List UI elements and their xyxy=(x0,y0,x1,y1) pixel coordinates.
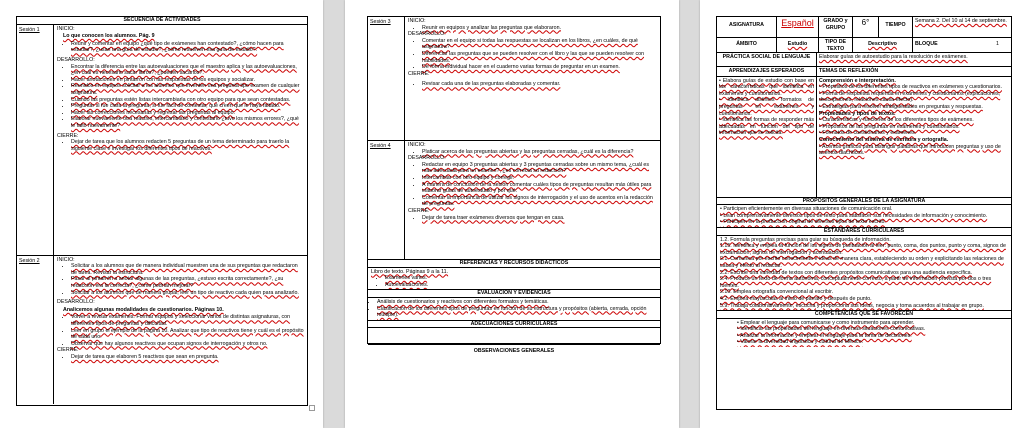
propositos-row xyxy=(717,205,1011,228)
list-item: • Elabora guías de estudio con base en las características que identifica en exámenes y cuestionarios. xyxy=(719,77,814,97)
cierre-list xyxy=(57,139,304,152)
list-item: • Elaborar nuevamente otra reactivo, intercambiarlo y contestarlo ¿tuvo los mismos errores?, ¿qué le faltó nuevamente? xyxy=(71,116,304,129)
references-header: REFERENCIAS Y RECURSOS DIDÁCTICOS xyxy=(368,260,660,268)
list-item: • Leer en grupo el ejemplo de la página 10. Analizar que tipo de reactivos tiene y cuál es el propósito de cada uno. xyxy=(71,328,304,341)
session-4-label: Sesión 4 xyxy=(370,143,391,149)
list-item: • Participen eficientemente en diversas situaciones de comunicación oral. xyxy=(720,206,893,213)
activities-header: SECUENCIA DE ACTIVIDADES xyxy=(17,17,307,25)
list-item: • Valorar la diversidad lingüística y cultural de México. xyxy=(737,339,863,346)
bloque-cell xyxy=(913,38,1011,52)
inicio-list xyxy=(57,263,304,296)
list-item: • Volver a revisar exámenes. Formar equipos y seleccionar varios de distintas asignaturas, con diferentes tipos de preguntas y dificultad. xyxy=(71,314,304,327)
inicio-title: INICIO: xyxy=(408,142,426,148)
list-item: • Dejar de tarea que los alumnos redacten 5 preguntas de un tema determinado para traerlo la siguiente clase e investigar los diferentes tipos de reactivos. xyxy=(71,139,304,152)
list-item: • Características y funciones de los diferentes tipos de exámenes. xyxy=(819,117,974,124)
session-3-content xyxy=(404,17,660,141)
list-item: • Formatos de cuestionarios y exámenes. xyxy=(819,130,917,137)
tipo-texto-label: TIPO DE TEXTO xyxy=(819,38,853,52)
list-item: • Hacer las correcciones necesarias y regresar las preguntas al equipo. xyxy=(71,110,304,117)
aprendizajes-row xyxy=(717,77,1011,198)
list-item: • Forma de respuesta requerida en exámenes y cuestionarios (explicaciones, descripciones, relaciones causa-efecto). xyxy=(819,90,1001,104)
ambito-label: ÁMBITO xyxy=(717,38,777,52)
list-item: • Reunir y comentar en equipo ¿qué tipo de exámenes han contestado?, ¿cómo hacen para estudiar?, ¿usan una guía de estudio?, ¿cómo resuelven esa guía de estudio?. xyxy=(71,41,304,54)
references-text: Libro de texto. Páginas 9 a la 11. xyxy=(371,268,449,275)
list-item: • A manera de conclusión de la sesión comentar cuáles tipos de preguntas resultan más útiles para elaborar guías de autoestudio y por qué. xyxy=(422,182,657,195)
cierre-list xyxy=(57,354,304,361)
temas-heading-3: Conocimiento del sistema de escritura y ortografía. xyxy=(819,136,949,143)
inicio-title: INICIO: xyxy=(57,25,75,32)
document-page-2 xyxy=(345,0,679,428)
document-page-3 xyxy=(700,0,1024,428)
list-item: • Identifica distintos formatos de preguntas en exámenes y cuestionarios. xyxy=(719,97,814,117)
header-grid-row-1 xyxy=(717,17,1011,38)
list-item: • Revisar cada una de las preguntas elaboradas y comentar. xyxy=(422,81,657,88)
temas-heading-1: Comprensión e interpretación. xyxy=(819,77,896,84)
list-item: • De forma individual hacer en el cuaderno varias formas de preguntar en un examen. xyxy=(422,64,657,71)
list-item: • Acentos gráficos para distinguir palabras que introducen preguntas y uso de acentos diacríticos. xyxy=(819,143,1001,157)
tiempo-label: TIEMPO xyxy=(879,17,913,37)
list-item: • Estrategias para resolver ambigüedades en preguntas y respuestas. xyxy=(819,103,983,110)
observaciones-header: OBSERVACIONES GENERALES xyxy=(473,348,555,355)
list-item: • Diferenciar las preguntas que se pueden resolver con el libro y las que se pueden resolver con habilidades. xyxy=(422,51,657,64)
list-item: • Dejar de tarea que elaboren 5 reactivos que sean en pregunta. xyxy=(71,354,304,361)
list-item: • Analizar la información y emplear el lenguaje para la toma de decisiones. xyxy=(737,332,912,339)
list-item: • Identificar las propiedades del lenguaje en diversas situaciones comunicativas. xyxy=(737,326,926,333)
practica-label: PRÁCTICA SOCIAL DE LENGUAJE xyxy=(717,53,817,66)
session-4-row xyxy=(368,141,660,260)
tipo-texto-value: Descriptivo xyxy=(853,38,913,52)
desarrollo-title: DESARROLLO: xyxy=(408,31,446,38)
list-item: • Intercambiar con otro equipo y corregir. xyxy=(422,175,657,182)
list-item: • Solicitar a los alumnos que de manera grupal, leer un tipo de reactivo cada quien para analizarlo. xyxy=(71,290,304,297)
desarrollo-list xyxy=(408,38,657,71)
competencias-row xyxy=(717,319,1011,347)
grado-label: GRADO y GRUPO xyxy=(819,17,853,37)
cierre-list xyxy=(408,81,657,88)
adecuaciones-row xyxy=(368,328,660,345)
inicio-title: INICIO: xyxy=(408,18,426,24)
inicio-list xyxy=(408,25,657,32)
references-list xyxy=(371,275,657,288)
desarrollo-title: DESARROLLO: xyxy=(57,299,95,306)
list-item: • Participen en la producción original de diversos tipos de texto escrito. xyxy=(720,219,886,226)
document-page-1 xyxy=(0,0,323,428)
list-item: 2.10. Emplea ortografía convencional al escribir. xyxy=(720,289,834,296)
list-item: • Solicitar a los alumnos que de manera individual muestren una de sus preguntas que redactaron de tarea. Revisar la estructura. xyxy=(71,263,304,276)
list-item: 4.2. Emplea mayúsculas al inicio de párrafo y después de punto. xyxy=(720,295,872,302)
list-item: 2.1. Comunica por escrito conocimiento e ideas de manera clara, estableciendo su orden y explicitando las relaciones de causa y efecto al redactar. xyxy=(720,256,1004,269)
practica-value: Elaborar guías de autoestudio para la resolución de exámenes. xyxy=(819,54,968,60)
list-item: 5.9. Trabaja colaborativamente, escucha y proporciona sus ideas, negocia y toma acuerdos al trabajar en grupo. xyxy=(720,302,984,309)
list-item: 2.4. Produce un texto de forma autónoma, conceptualmente correcto, a partir de información provista por dos o tres fuentes. xyxy=(720,276,992,289)
cierre-list xyxy=(408,215,657,222)
desarrollo-title: DESARROLLO: xyxy=(408,155,446,162)
estandares-header: ESTÁNDARES CURRICULARES xyxy=(717,228,1011,236)
list-item: • Lean comprensivamente diversos tipos de texto para satisfacer sus necesidades de información y conocimiento. xyxy=(720,212,988,219)
list-item: • Observar que hay algunos reactivos que ocupan signos de interrogación y otros no. xyxy=(71,341,304,348)
list-item: • Identifica las formas de responder más adecuadas en función del tipo de información que se solicita. xyxy=(719,117,814,137)
desarrollo-list xyxy=(57,64,304,130)
desarrollo-list xyxy=(408,162,657,208)
aprendizajes-content xyxy=(717,77,817,197)
desarrollo-title: DESARROLLO: xyxy=(57,56,95,63)
bloque-label: BLOQUE xyxy=(915,41,938,47)
evaluation-header: EVALUACIÓN Y EVIDENCIAS xyxy=(368,290,660,298)
activities-table-2 xyxy=(367,16,661,355)
list-item: 1.2. Formula preguntas precisas para guiar su búsqueda de información. xyxy=(720,236,891,243)
list-item: • Autoevaluaciones. xyxy=(385,282,657,289)
inicio-title: INICIO: xyxy=(57,256,75,263)
list-item: • Reunir en equipos y analizar las preguntas que elaboraron. xyxy=(422,25,657,32)
references-row xyxy=(368,268,660,291)
desarrollo-heading: Analicemos algunas modalidades de cuestionarios. Páginas 10. xyxy=(63,306,224,313)
header-grid-row-2 xyxy=(717,38,1011,53)
asignatura-label: ASIGNATURA xyxy=(717,17,777,37)
asignatura-value: Español xyxy=(777,17,819,37)
inicio-list xyxy=(57,41,304,54)
temas-header: TEMAS DE REFLEXIÓN xyxy=(819,68,879,74)
session-2-label: Sesión 2 xyxy=(19,257,40,264)
list-item: • Exámenes varios. xyxy=(385,275,657,282)
desarrollo-list xyxy=(57,314,304,347)
list-item: • Pasar al pintarrón a anotar algunas de las preguntas, ¿estuvo escrita correctamente?, ¿su redacción era la correcta?, ¿cómo podrían mejorar? xyxy=(71,276,304,289)
session-3-row xyxy=(368,17,660,141)
activities-table-1 xyxy=(16,16,308,406)
list-item: • Platicar acerca de las preguntas abiertas y las preguntas cerradas, ¿cuál es la diferencia? xyxy=(422,149,657,156)
list-item: • Análisis de cuestionarios y reactivos con diferentes formatos y temáticas. xyxy=(377,299,657,306)
list-item: • Cuando las preguntas estén listas intercambiarla con otro equipo para que sean contestadas. xyxy=(71,97,304,104)
list-item: • Emplear el lenguaje para comunicarse y como instrumento para aprender. xyxy=(737,319,915,326)
estandares-row xyxy=(717,236,1011,312)
list-item: 1.15. Identifica y emplea la función de los signos de puntuación al leer: punto, coma, dos puntos, punto y coma, signos de exclamación, signos de interrogación y acentuación. xyxy=(720,243,1006,256)
table-resize-handle[interactable] xyxy=(309,405,315,411)
cierre-title: CIERRE: xyxy=(408,70,430,77)
aprendizajes-header-row xyxy=(717,67,1011,77)
session-2-row xyxy=(17,256,307,404)
evaluation-list xyxy=(371,299,657,319)
list-item: • Propósitos de las preguntas en exámenes y cuestionarios. xyxy=(819,123,960,130)
inicio-heading: Lo que conocen los alumnos. Pág. 9 xyxy=(63,33,155,40)
session-1-row xyxy=(17,25,307,256)
adecuaciones-header: ADECUACIONES CURRICULARES xyxy=(368,321,660,329)
list-item: • Propósitos de los diferentes tipos de reactivos en exámenes y cuestionarios. xyxy=(819,84,1002,91)
evaluation-row xyxy=(368,298,660,321)
grado-value: 6° xyxy=(853,17,879,37)
list-item: • Hacer anotaciones en pintarrón con las respuestas de los equipos y socializar. xyxy=(71,77,304,84)
list-item: • Preguntar si fue clara la pregunta, si fue fácil de contestar, qué creen que le haya faltado. xyxy=(71,103,304,110)
competencias-header: COMPETENCIAS QUE SE FAVORECEN xyxy=(717,311,1011,319)
cierre-title: CIERRE: xyxy=(57,347,79,354)
session-2-content xyxy=(53,256,307,404)
temas-heading-2: Propiedades y tipos de textos. xyxy=(819,110,896,117)
list-item: • Encontrar la diferencia entre las autoevaluaciones que el maestro aplica y las autoevaluaciones, ¿en cuál es necesario sacar libros?, ¿pueden sacarlos?. xyxy=(71,64,304,77)
cierre-title: CIERRE: xyxy=(408,207,430,214)
list-item: • Comentar en el equipo si todas las respuestas se localizan en los libros, ¿en cuáles, de qué asignatura? xyxy=(422,38,657,51)
aprendizajes-header: APRENDIZAJES ESPERADOS xyxy=(717,67,817,76)
temas-content xyxy=(817,77,1011,197)
list-item: • Redactar en equipo 3 preguntas abiertas y 3 preguntas cerradas sobre un mismo tema, ¿cuál es más adecuada para un examen?, ¿es correcta su redacción? xyxy=(422,162,657,175)
session-3-label: Sesión 3 xyxy=(370,19,391,25)
list-item: • Clasificación de los diferentes tipos de preguntas en función de su estructura y propósitos (abierta, cerrada, opción múltiple). xyxy=(377,306,657,319)
bloque-value: 1 xyxy=(996,41,999,47)
session-4-content xyxy=(404,141,660,260)
planning-table xyxy=(716,16,1012,410)
ambito-value: Estudio xyxy=(777,38,819,52)
cierre-title: CIERRE: xyxy=(57,132,79,139)
list-item: 2.2. Escribe una variedad de textos con diferentes propósitos comunicativos para una audiencia específica. xyxy=(720,269,973,276)
propositos-header: PROPÓSITOS GENERALES DE LA ASIGNATURA xyxy=(717,198,1011,206)
inicio-list xyxy=(408,149,657,156)
session-1-label: Sesión 1 xyxy=(19,26,40,33)
session-1-content xyxy=(53,25,307,256)
practica-row xyxy=(717,53,1011,67)
list-item: • Comentar la importancia de utilizar los signos de interrogación y el uso de acentos en la redacción de preguntas. xyxy=(422,195,657,208)
tiempo-value: Semana 2. Del 10 al 14 de septiembre. xyxy=(915,18,1007,24)
list-item: • Reunidos en equipos solicitar a los alumnos que inventen una pregunta tipo examen de cualquier asignatura. xyxy=(71,83,304,96)
list-item: • Dejar de tarea traer exámenes diversos que tengan en casa. xyxy=(422,215,657,222)
